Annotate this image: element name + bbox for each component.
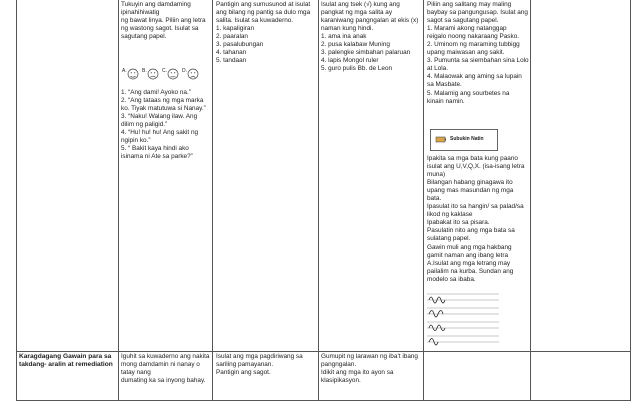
spelling-activity: Piliin ang salitang may maling baybay sa pangungusap. Isulat ang sagot sa sagutang papel. 1. Marami akong natanggap reigalo noong nakaraang Pasko. 2. Uminom ng maraming tubbigg upang maiwasan ang sakit. 3. Pumunta sa siembahan sina Lolo at Lola. 4. Malaowak ang aming sa lupain sa Masbate. 5. Malamig ang sourbetes na kinain namin. — [427, 1, 529, 105]
face-b-icon — [148, 69, 158, 79]
face-letter-b: B. — [142, 68, 147, 74]
syllable-activity: Pantigin ang sumusunod at isulat ang bilang ng pantig sa dulo mga salita. Isulat sa kuwaderno. 1. kapaligiran 2. paaralan 3. pasalubungan 4. tahanan 5. tandaan — [216, 1, 311, 65]
face-letter-c: C. — [162, 68, 167, 74]
face-letter-d: D. — [182, 68, 187, 74]
remediation-col2: Iguhit sa kuwaderno ang nakita mong damdamin ni nanay o tatay nang dumating ka sa inyong bahay. — [121, 353, 210, 385]
remediation-row-label: Karagdagang Gawain para sa takdang- aralin at remediation — [19, 353, 113, 369]
remediation-col4: Gumupit ng larawan ng iba’t ibang pangngalan. Idikit ang mga ito ayon sa klasipikasyon. — [321, 353, 418, 385]
table-border-right — [630, 0, 631, 401]
subukin-natin-banner — [430, 129, 498, 151]
pencil-icon — [435, 134, 446, 145]
face-c-icon — [168, 69, 178, 79]
activity-instructions: Tukuyin ang damdaming ipinahihiwatig ng bawat linya. Piliin ang letra ng wastong sagot. Isulat sa sagutang papel. — [121, 1, 206, 41]
column-divider-4 — [423, 0, 424, 401]
remediation-col3: Isulat ang mga pagdiriwang sa sariling pamayanan. Pantigin ang sagot. — [216, 353, 303, 377]
handwriting-instructions: Ipakita sa mga bata kung paano isulat ang U,V,Q,X. (isa-isang letra muna) Bilangan habang ginagawa ito upang mas masundan ng mga bata. Ipasulat ito sa hangin/ sa palad/sa likod ng kaklase Ipabakat ito sa pisara. Pasulatin nito ang mga bata sa sulatang papel. Gawin muli ang mga hakbang gamit naman ang ibang letra A.Isulat ang mga letrang may pailalim na kurba. Sundan ang modelo sa ibaba. — [427, 155, 525, 283]
emotion-faces-illustration — [121, 66, 205, 82]
cursive-letters-model-image — [427, 290, 499, 346]
face-d-icon — [188, 69, 198, 79]
activity-items: 1. “Ang dami! Ayoko na.” 2. “Ang tataas ng mga marka ko. Tiyak matutuwa si Nanay.” 3. “Naku! Walang ilaw. Ang dilim ng paligid.” 4. “Hu! hu! hu! Ang sakit ng ngipin ko.” 5. “ Bakit kaya hindi ako isinama ni Ate sa parke?” — [121, 89, 206, 161]
row-divider — [16, 351, 630, 352]
column-divider-3 — [318, 0, 319, 401]
column-divider-2 — [212, 0, 213, 401]
noun-classification-activity: Isulat ang tsek (√) kung ang pangkat ng mga salita ay karaniwang pangngalan at ekis (x) naman kung hindi. 1. ama ina anak 2. pusa kalabaw Muning 3. palengke simbahan palaruan 4. lapis Mongol ruler 5. guro pulis Bb. de Leon — [321, 1, 419, 73]
column-divider-1 — [118, 0, 119, 401]
face-letter-a: A. — [122, 68, 127, 74]
sticker-label: Subukin Natin — [450, 136, 484, 142]
table-border-left — [16, 0, 17, 401]
column-divider-5 — [530, 0, 531, 401]
table-border-bottom — [16, 400, 630, 401]
